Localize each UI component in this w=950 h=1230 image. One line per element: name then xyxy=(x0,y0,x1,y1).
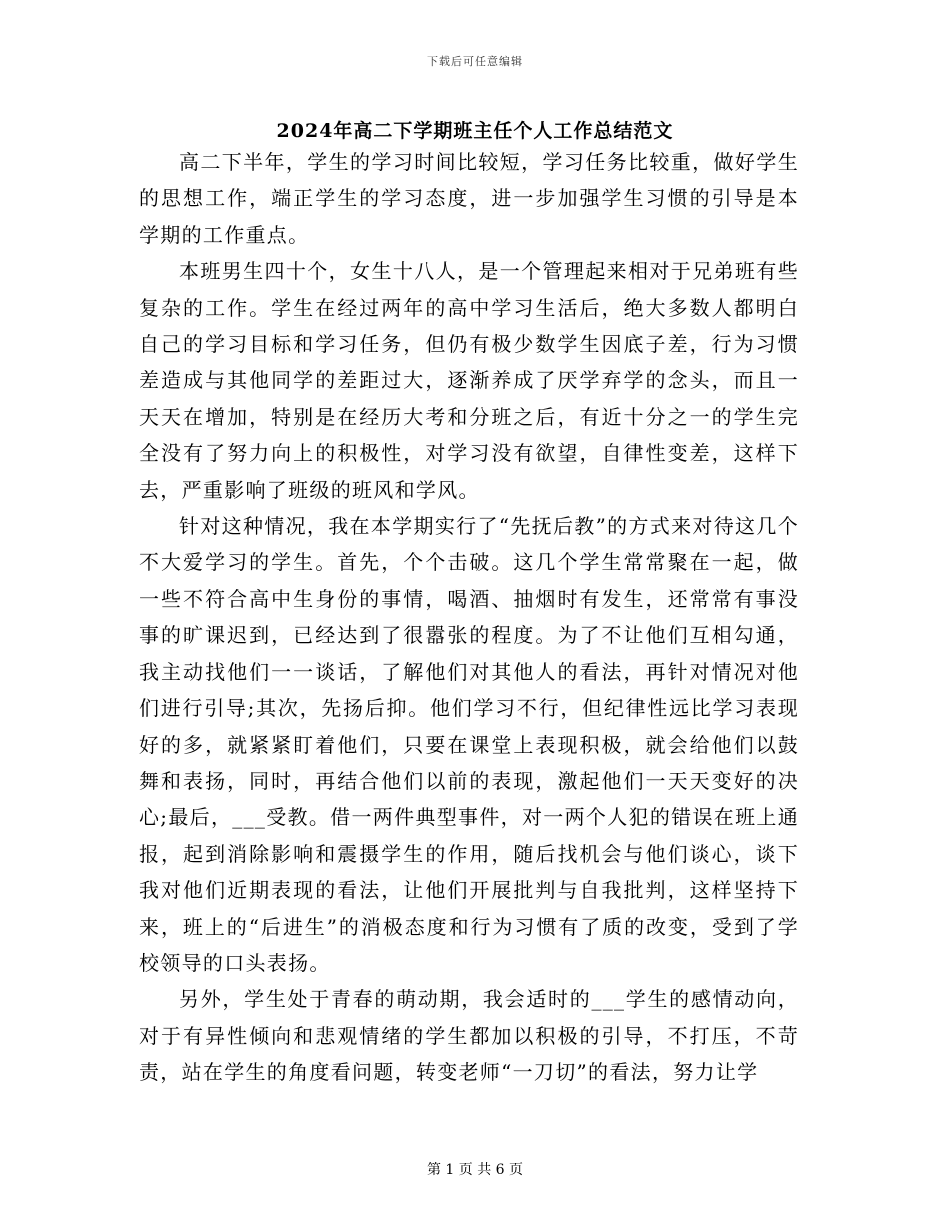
paragraph: 另外，学生处于青春的萌动期，我会适时的___学生的感情动向，对于有异性倾向和悲观情绪的学生都加以积极的引导，不打压，不苛责，站在学生的角度看问题，转变老师“一刀切”的看法，努力让学 xyxy=(139,987,799,1085)
paragraph: 高二下半年，学生的学习时间比较短，学习任务比较重，做好学生的思想工作，端正学生的学习态度，进一步加强学生习惯的引导是本学期的工作重点。 xyxy=(139,150,799,247)
page-number: 第 1 页 共 6 页 xyxy=(426,1162,524,1178)
paragraph: 针对这种情况，我在本学期实行了“先抚后教”的方式来对待这几个不大爱学习的学生。首先，个个击破。这几个学生常常聚在一起，做一些不符合高中生身份的事情，喝酒、抽烟时有发生，还常常有事没事的旷课迟到，已经达到了很嚣张的程度。为了不让他们互相勾通，我主动找他们一一谈话，了解他们对其他人的看法，再针对情况对他们进行引导;其次，先扬后抑。他们学习不行，但纪律性远比学习表现好的多，就紧紧盯着他们，只要在课堂上表现积极，就会给他们以鼓舞和表扬，同时，再结合他们以前的表现，激起他们一天天变好的决心;最后，___受教。借一两件典型事件，对一两个人犯的错误在班上通报，起到消除影响和震摄学生的作用，随后找机会与他们谈心，谈下我对他们近期表现的看法，让他们开展批判与自我批判，这样坚持下来，班上的“后进生”的消极态度和行为习惯有了质的改变，受到了学校领导的口头表扬。 xyxy=(139,514,799,975)
header-note: 下载后可任意编辑 xyxy=(427,55,523,68)
document-body xyxy=(139,144,799,1091)
document-title: 2024年高二下学期班主任个人工作总结范文 xyxy=(276,120,674,142)
paragraph: 本班男生四十个，女生十八人，是一个管理起来相对于兄弟班有些复杂的工作。学生在经过两年的高中学习生活后，绝大多数人都明白自己的学习目标和学习任务，但仍有极少数学生因底子差，行为习惯差造成与其他同学的差距过大，逐渐养成了厌学弃学的念头，而且一天天在增加，特别是在经历大考和分班之后，有近十分之一的学生完全没有了努力向上的积极性，对学习没有欲望，自律性变差，这样下去，严重影响了班级的班风和学风。 xyxy=(139,259,799,502)
